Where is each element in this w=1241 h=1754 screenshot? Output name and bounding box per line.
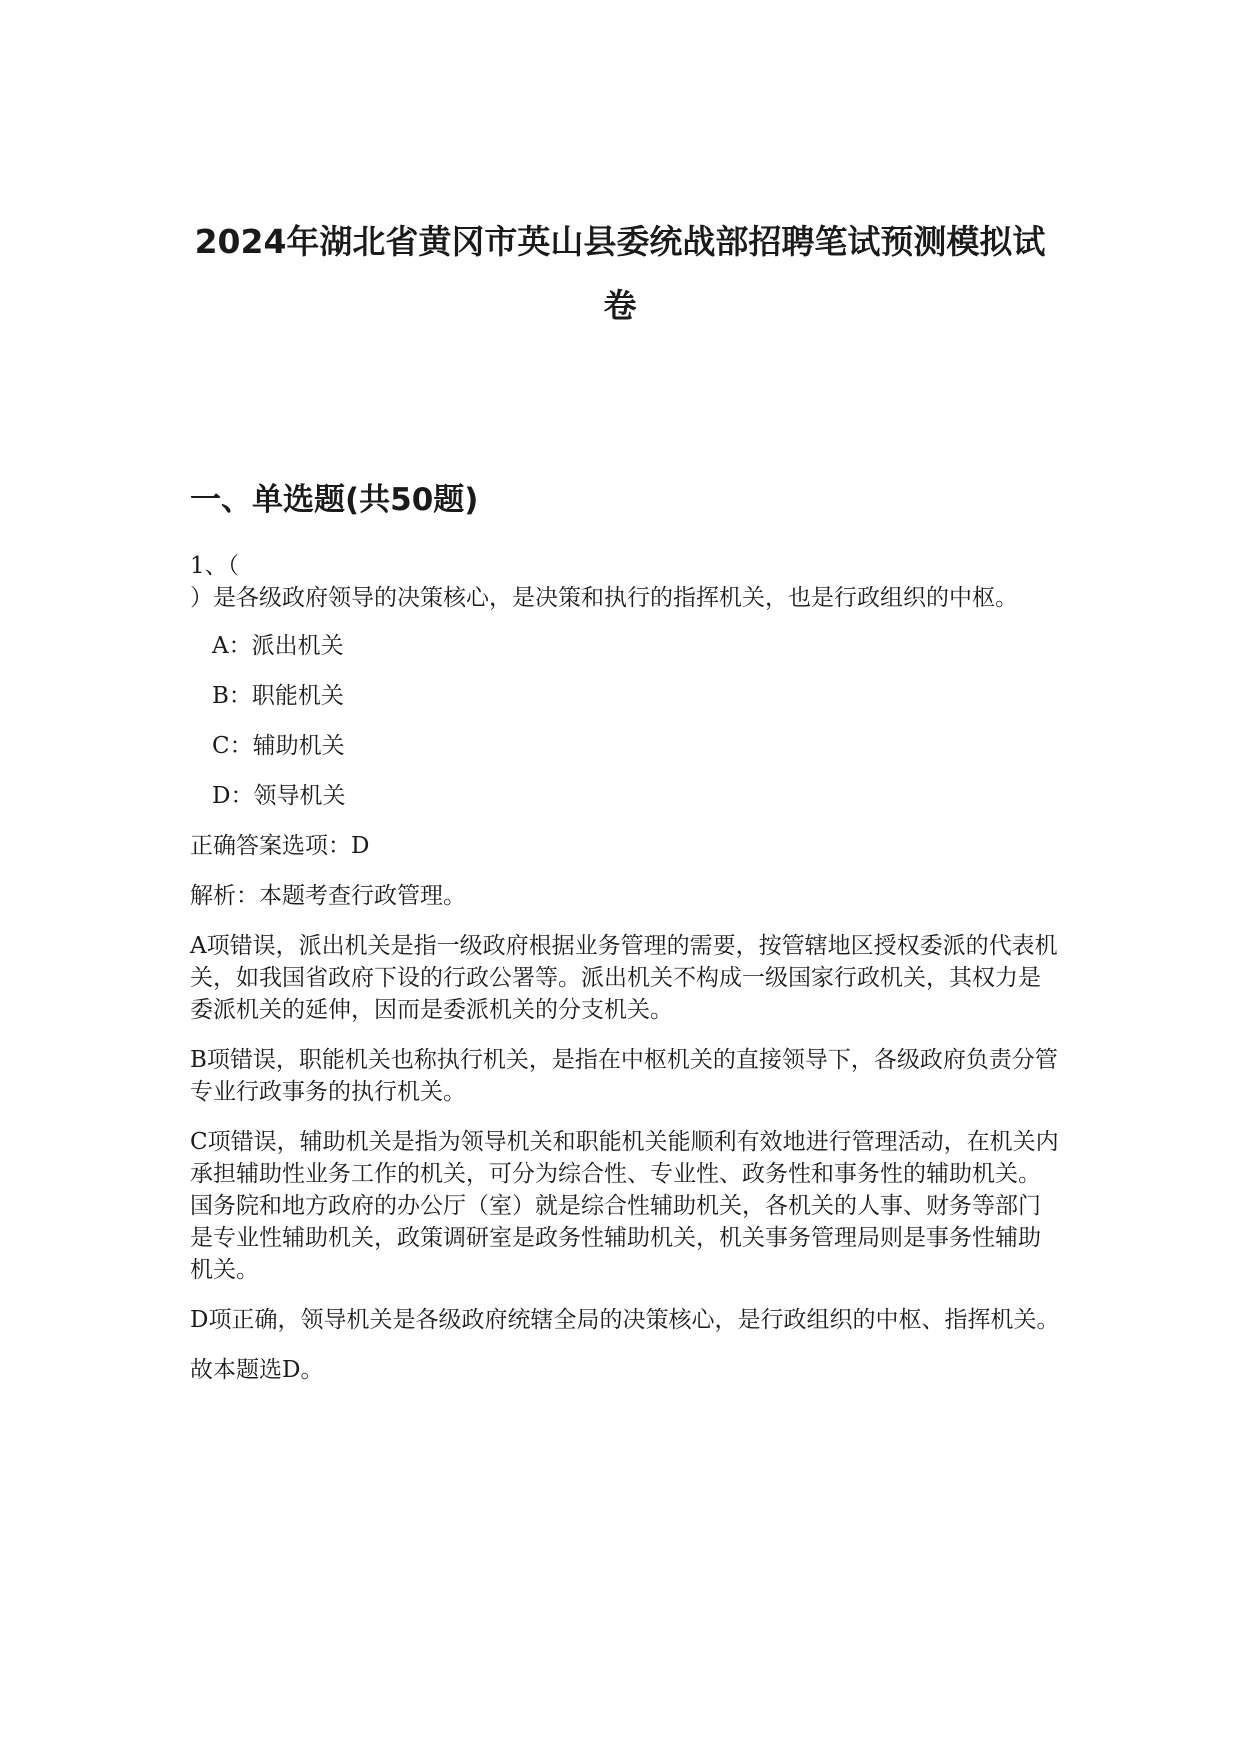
option-a: A：派出机关	[212, 633, 344, 659]
document-title: 2024年湖北省黄冈市英山县委统战部招聘笔试预测模拟试卷	[194, 222, 1046, 325]
analysis-paragraph-c: C项错误，辅助机关是指为领导机关和职能机关能顺利有效地进行管理活动，在机关内承担辅助性业务工作的机关，可分为综合性、专业性、政务性和事务性的辅助机关。国务院和地方政府的办公厅（室）就是综合性辅助机关，各机关的人事、财务等部门是专业性辅助机关，政策调研室是政务性辅助机关，机关事务管理局则是事务性辅助机关。	[190, 1129, 1059, 1283]
correct-answer: 正确答案选项：D	[190, 833, 370, 859]
question-1	[190, 550, 1060, 1404]
question-number: 1、（	[190, 553, 240, 579]
section-heading: 一、单选题(共50题)	[190, 482, 479, 518]
analysis-conclusion: 故本题选D。	[190, 1357, 324, 1383]
analysis-paragraph-b: B项错误，职能机关也称执行机关，是指在中枢机关的直接领导下，各级政府负责分管专业行政事务的执行机关。	[190, 1047, 1058, 1105]
option-c: C：辅助机关	[212, 733, 345, 759]
option-b: B：职能机关	[212, 683, 344, 709]
analysis-intro: 解析：本题考查行政管理。	[190, 883, 466, 909]
question-stem	[190, 550, 1060, 614]
analysis-paragraph-a: A项错误，派出机关是指一级政府根据业务管理的需要，按管辖地区授权委派的代表机关，如我国省政府下设的行政公署等。派出机关不构成一级国家行政机关，其权力是委派机关的延伸，因而是委派机关的分支机关。	[190, 933, 1058, 1023]
option-d: D：领导机关	[212, 783, 346, 809]
question-stem-text: ）是各级政府领导的决策核心，是决策和执行的指挥机关，也是行政组织的中枢。	[190, 585, 1018, 611]
analysis-paragraph-d: D项正确，领导机关是各级政府统辖全局的决策核心，是行政组织的中枢、指挥机关。	[190, 1307, 1060, 1333]
option-list	[190, 630, 1060, 812]
